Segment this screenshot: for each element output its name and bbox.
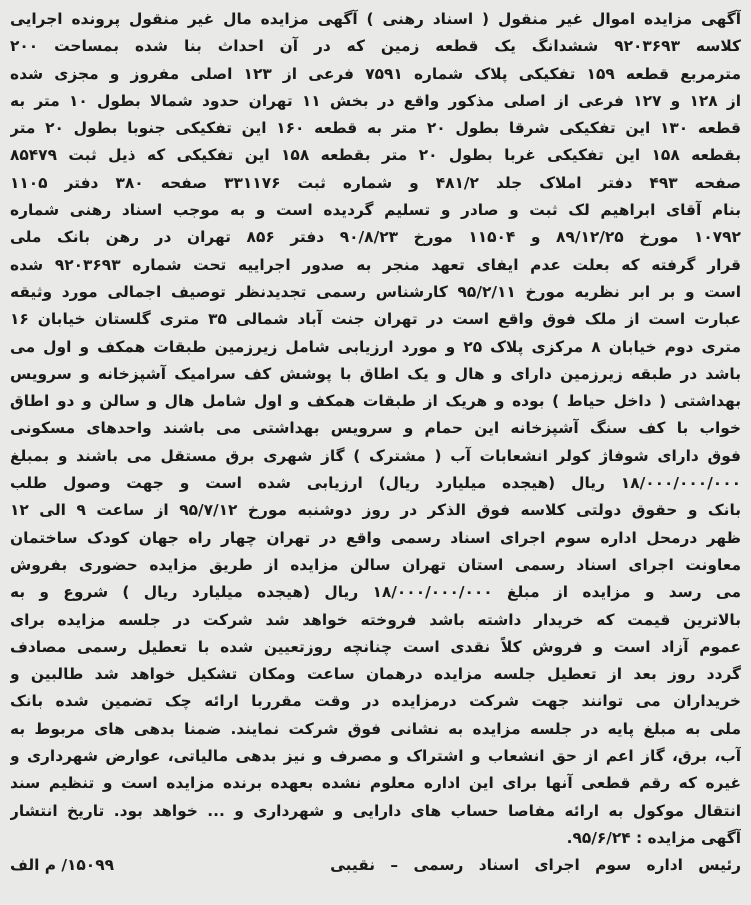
signature: رئیس اداره سوم اجرای اسناد رسمی – نقیبی xyxy=(330,856,741,875)
notice-line: قطعه ۱۳۰ این تفکیکی شرقا بطول ۲۰ متر به قطعه ۱۶۰ این تفکیکی جنوبا بطول ۲۰ متر xyxy=(10,119,741,138)
notice-line: بهداشتی ( داخل حیاط ) بوده و هریک از طبقات همکف و اول شامل هال و سالن و دو اطاق xyxy=(10,392,741,411)
reference-code: ۱۵۰۹۹/ م الف xyxy=(10,856,114,875)
notice-line: غیره که رقم قطعی آنها برای این اداره معلوم نشده بعهده برنده مزایده است و تنظیم سند xyxy=(10,774,741,793)
notice-line: فوق دارای شوفاژ کولر انشعابات آب ( مشترک ) گاز شهری برق مستقل می باشند و بمبلغ xyxy=(10,446,741,465)
notice-line: ظهر درمحل اداره سوم اجرای اسناد رسمی واقع در تهران چهار راه جهان کودک ساختمان xyxy=(10,528,741,547)
notice-line: آب، برق، گاز اعم از حق انشعاب و اشتراک و مصرف و نیز بدهی مالیاتی، عوارض شهرداری و xyxy=(10,747,741,766)
notice-line: می رسد و مزایده از مبلغ ۱۸/۰۰۰/۰۰۰/۰۰۰ ریال (هیجده میلیارد ریال ) شروع و به xyxy=(10,583,741,602)
notice-line: بانک و حقوق دولتی کلاسه فوق الذکر در روز دوشنبه مورخ ۹۵/۷/۱۲ از ساعت ۹ الی ۱۲ xyxy=(10,501,741,520)
notice-line: بقطعه ۱۵۸ این تفکیکی غربا بطول ۲۰ متر بقطعه ۱۵۸ این تفکیکی که ذیل ثبت ۸۵۴۷۹ xyxy=(10,146,741,165)
notice-line: صفحه ۴۹۳ دفتر املاک جلد ۴۸۱/۲ و شماره ثبت ۳۳۱۱۷۶ صفحه ۳۸۰ دفتر ۱۱۰۵ xyxy=(10,173,741,192)
notice-line: باشد در طبقه زیرزمین دارای و هال و یک اطاق با پوشش کف سرامیک آشپزخانه و سرویس xyxy=(10,364,741,383)
notice-line: معاونت اجرای اسناد رسمی استان تهران سالن مزایده از طریق مزایده حضوری بفروش xyxy=(10,555,741,574)
notice-line: خریداران می توانند جهت شرکت درمزایده در وقت مقرربا ارائه چک تضمین شده بانک xyxy=(10,692,741,711)
notice-line: آگهی مزایده : ۹۵/۶/۲۴. xyxy=(566,828,741,847)
notice-line: آگهی مزایده اموال غیر منقول ( اسناد رهنی ) آگهی مزایده مال غیر منقول پرونده اجرایی xyxy=(10,10,741,28)
notice-line: ۱۸/۰۰۰/۰۰۰/۰۰۰ ریال (هیجده میلیارد ریال) ارزیابی شده است و جهت وصول طلب xyxy=(10,474,741,493)
notice-line: انتقال موکول به ارائه مفاصا حساب های دارایی و شهرداری و ... خواهد بود. تاریخ انتشار xyxy=(10,801,741,820)
notice-line: بالاترین قیمت که خریدار داشته باشد فروخته خواهد شد شرکت در جلسه مزایده برای xyxy=(10,610,741,629)
notice-line: عموم آزاد است و فروش کلاً نقدی است چنانچه روزتعیین شده با تعطیل رسمی مصادف xyxy=(10,637,741,656)
notice-line: گردد روز بعد از تعطیل جلسه مزایده درهمان ساعت ومکان تشکیل خواهد شد طالبین و xyxy=(10,665,741,684)
notice-line: از ۱۲۸ و ۱۲۷ فرعی از اصلی مذکور واقع در بخش ۱۱ تهران حدود شمالا بطول ۱۰ متر به xyxy=(10,91,741,110)
notice-line: متری دوم خیابان ۸ مرکزی پلاک ۲۵ و مورد ارزیابی شامل زیرزمین طبقات همکف و اول می xyxy=(10,337,741,356)
notice-line: ۱۰۷۹۲ مورخ ۸۹/۱۲/۲۵ و ۱۱۵۰۴ مورخ ۹۰/۸/۲۳ دفتر ۸۵۶ تهران در رهن بانک ملی xyxy=(10,228,741,247)
notice-line: کلاسه ۹۲۰۳۶۹۳ ششدانگ یک قطعه زمین که در آن احداث بنا شده بمساحت ۲۰۰ xyxy=(10,37,741,56)
notice-footer xyxy=(10,852,741,879)
notice-line: است و بر ابر نظریه مورخ ۹۵/۲/۱۱ کارشناس رسمی تجدیدنظر توصیف اجمالی مورد وثیقه xyxy=(10,282,741,301)
notice-line: بنام آقای ابراهیم لک ثبت و صادر و تسلیم گردیده است و به موجب اسناد رهنی شماره xyxy=(10,201,741,220)
notice-line: ملی به مبلغ پایه در جلسه مزایده به نشانی فوق شرکت نمایند. ضمنا بدهی های مربوط به xyxy=(10,719,741,738)
notice-body xyxy=(10,6,741,852)
notice-line: مترمربع قطعه ۱۵۹ تفکیکی پلاک شماره ۷۵۹۱ فرعی از ۱۲۳ اصلی مفروز و مجزی شده xyxy=(10,64,741,83)
notice-line: قرار گرفته که بعلت عدم ایفای تعهد منجر به صدور اجراییه تحت شماره ۹۲۰۳۶۹۳ شده xyxy=(10,255,741,274)
notice-line: خواب با کف سنگ آشپزخانه این حمام و سرویس بهداشتی می باشند واحدهای مسکونی xyxy=(10,419,741,438)
notice-line: عبارت است از ملک فوق واقع است در تهران جنت آباد شمالی ۳۵ متری گلستان خیابان ۱۶ xyxy=(10,310,741,329)
